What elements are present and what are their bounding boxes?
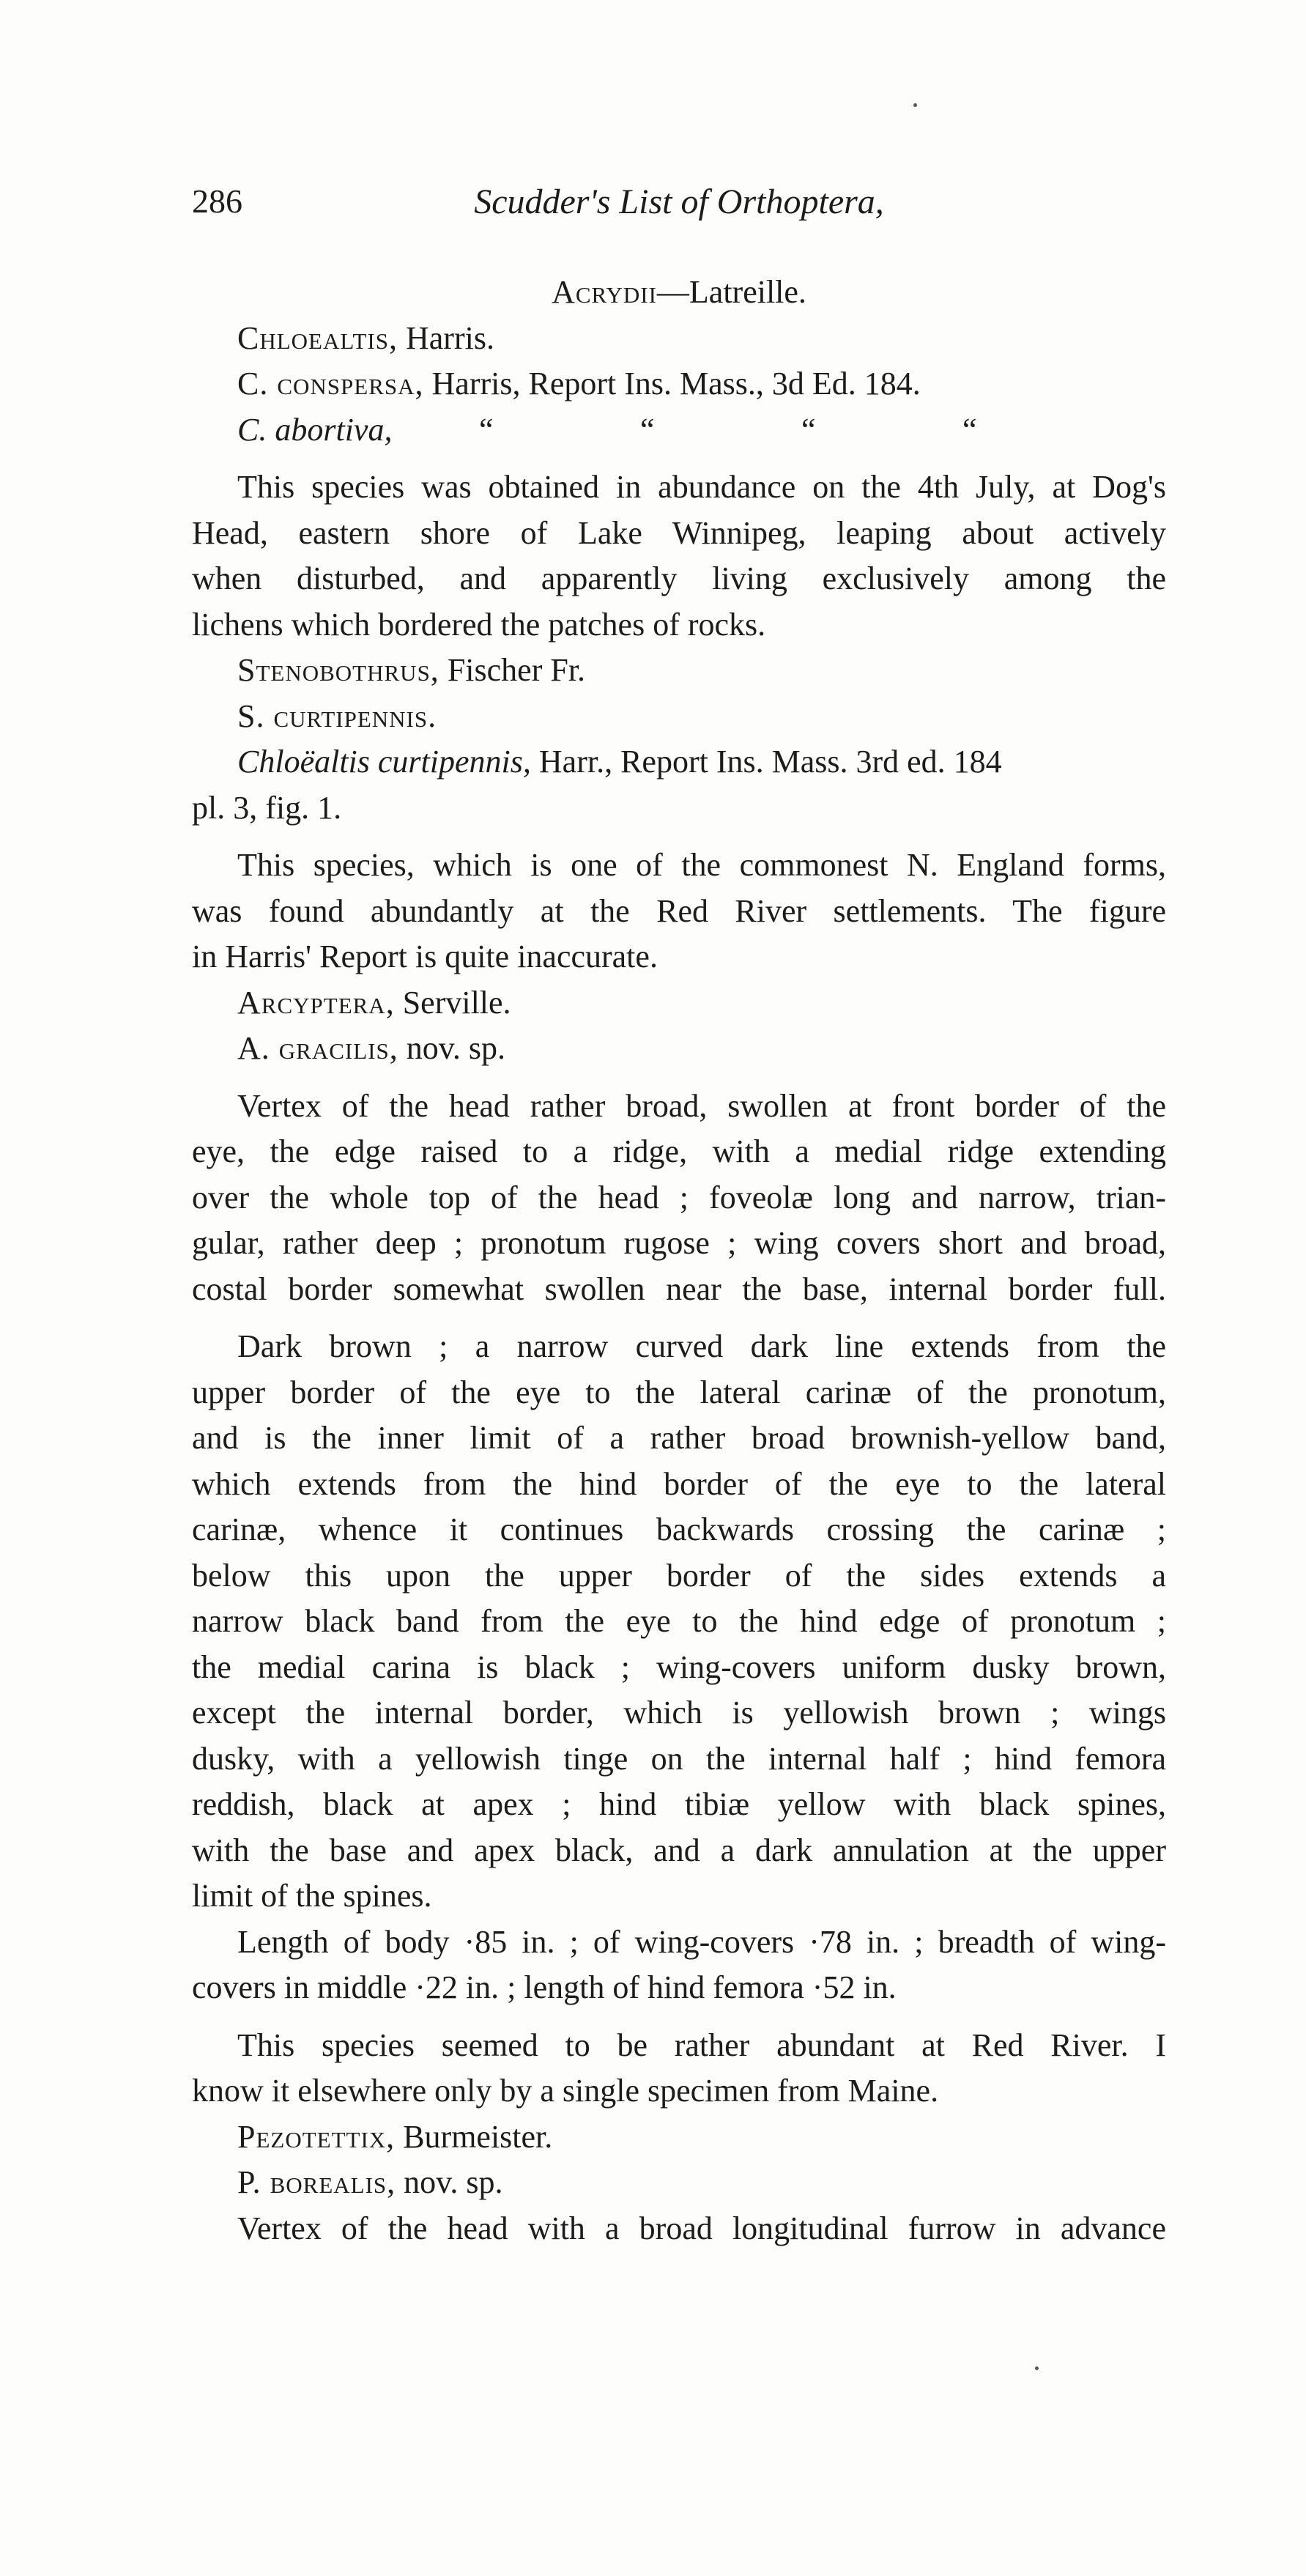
section-heading: Acrydii—Latreille. bbox=[552, 274, 806, 310]
genus-entry: Arcyptera, Serville. bbox=[237, 984, 511, 1021]
species-entry: S. curtipennis. bbox=[237, 697, 437, 734]
genus-entry: Pezotettix, Burmeister. bbox=[237, 2118, 553, 2155]
species-entry: P. borealis, nov. sp. bbox=[237, 2164, 503, 2200]
synonym-entry: C. abortiva, “ “ “ “ bbox=[237, 411, 977, 448]
paragraph: This species seemed to be rather abundant at Red River. I know it elsewhere only by a single specimen from Maine. bbox=[192, 2027, 1166, 2109]
paragraph: Length of body ·85 in. ; of wing-covers ·78 in. ; breadth of wing- covers in middle ·22 in. ; length of hind femora ·52 in. bbox=[192, 1923, 1166, 2005]
page-number: 286 bbox=[192, 182, 242, 220]
species-entry: C. conspersa, Harris, Report Ins. Mass., 3d Ed. 184. bbox=[237, 366, 921, 401]
synonym-entry-continued: pl. 3, fig. 1. bbox=[192, 789, 342, 826]
paragraph: This species was obtained in abundance on the 4th July, at Dog's Head, eastern shore of Lake Winnipeg, leaping about actively when disturbed, and apparently living exclusively among the lichens which bordered the patches of rocks. bbox=[192, 469, 1166, 643]
print-speck bbox=[1035, 2366, 1039, 2370]
paragraph: Dark brown ; a narrow curved dark line extends from the upper border of the eye to the lateral carinæ of the pronotum, and is the inner limit of a rather broad brownish-yellow band, which extends from the hind border of the eye to the lateral carinæ, whence it continues backwards crossing the carinæ ; below this upon the upper border of the sides extends a narrow black band from the eye to the hind edge of pronotum ; the medial carina is black ; wing-covers uniform dusky brown, except the internal border, which is yellowish brown ; wings dusky, with a yellowish tinge on the internal half ; hind femora reddish, black at apex ; hind tibiæ yellow with black spines, with the base and apex black, and a dark annulation at the upper limit of the spines. bbox=[192, 1328, 1166, 1914]
print-speck bbox=[913, 103, 917, 107]
synonym-entry: Chloëaltis curtipennis, Harr., Report Ins. Mass. 3rd ed. 184 bbox=[237, 744, 1002, 780]
genus-entry: Stenobothrus, Fischer Fr. bbox=[237, 652, 586, 688]
page-body bbox=[192, 270, 1166, 2251]
paragraph: This species, which is one of the commonest N. England forms, was found abundantly at the Red River settlements. The figure in Harris' Report is quite inaccurate. bbox=[192, 847, 1166, 974]
genus-entry: Chloealtis, Harris. bbox=[237, 319, 494, 356]
paragraph: Vertex of the head with a broad longitudinal furrow in advance bbox=[237, 2210, 1166, 2246]
page-header bbox=[192, 182, 1166, 233]
paragraph: Vertex of the head rather broad, swollen at front border of the eye, the edge raised to a ridge, with a medial ridge extending over the whole top of the head ; foveolæ long and narrow, trian- gular, rather deep ; pronotum rugose ; wing covers short and broad, costal border somewhat swollen near the base, internal border full. bbox=[192, 1087, 1166, 1307]
running-title: Scudder's List of Orthoptera, bbox=[474, 182, 884, 221]
species-entry: A. gracilis, nov. sp. bbox=[237, 1030, 505, 1066]
